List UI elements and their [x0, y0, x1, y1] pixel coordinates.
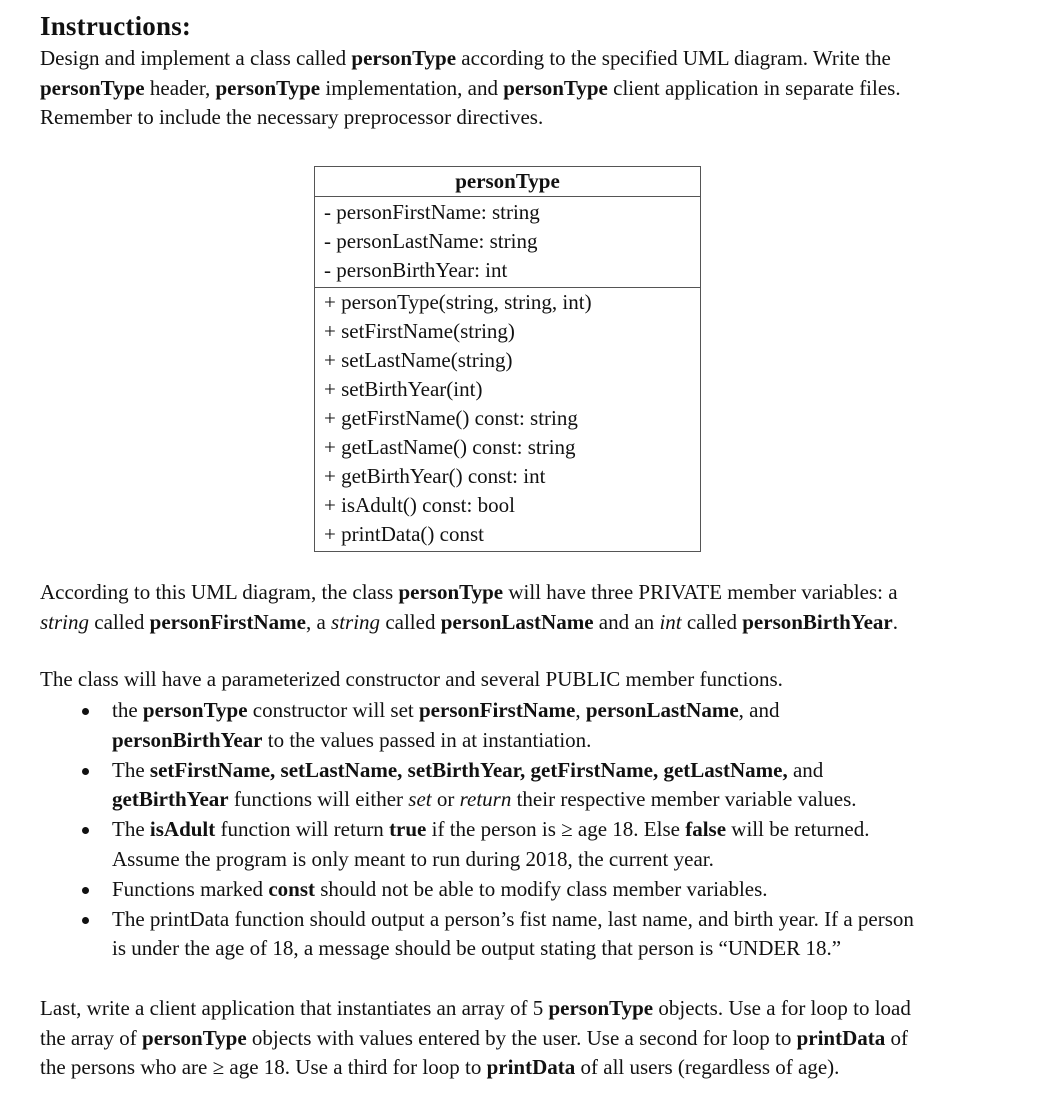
text-line: the persons who are ≥ age 18. Use a third for loop to printData of all users (regardless of age). [40, 1055, 840, 1079]
uml-operation: + getFirstName() const: string [324, 406, 578, 430]
bullet-icon [82, 827, 89, 834]
text-line: Design and implement a class called personType according to the specified UML diagram. Write the [40, 46, 891, 70]
uml-operation: + setFirstName(string) [324, 319, 515, 343]
requirements-list [40, 696, 914, 964]
text-line: The setFirstName, setLastName, setBirthYear, getFirstName, getLastName, and [112, 757, 824, 782]
text-line: The printData function should output a person’s fist name, last name, and birth year. If a person [112, 906, 914, 931]
member-variables-paragraph [40, 578, 898, 637]
intro-paragraph [40, 44, 901, 133]
uml-operation: + personType(string, string, int) [324, 290, 592, 314]
uml-class-name: personType [315, 167, 700, 197]
uml-attribute: - personFirstName: string [324, 200, 540, 224]
list-item-text [112, 696, 914, 756]
text-line: getBirthYear functions will either set or return their respective member variable values. [112, 787, 857, 812]
list-item [40, 756, 914, 816]
text-line: personBirthYear to the values passed in at instantiation. [112, 727, 592, 752]
text-line: the array of personType objects with values entered by the user. Use a second for loop to printData of [40, 1025, 909, 1050]
instructions-heading: Instructions: [40, 11, 192, 41]
uml-operation: + printData() const [324, 522, 484, 546]
list-item-text [112, 756, 914, 816]
text-line: is under the age of 18, a message should be output stating that person is “UNDER 18.” [112, 936, 842, 961]
member-functions-paragraph [40, 665, 783, 695]
client-application-paragraph [40, 994, 911, 1083]
list-item-text [112, 905, 914, 965]
bullet-icon [82, 917, 89, 924]
text-line: personType header, personType implementation, and personType client application in separate files. [40, 75, 901, 100]
text-line: Remember to include the necessary preprocessor directives. [40, 105, 544, 129]
uml-class-diagram [314, 166, 701, 552]
list-item [40, 696, 914, 756]
list-item-text [112, 815, 914, 875]
uml-operation: + setLastName(string) [324, 348, 513, 372]
uml-operation: + getLastName() const: string [324, 435, 576, 459]
uml-operation: + setBirthYear(int) [324, 377, 483, 401]
bullet-icon [82, 887, 89, 894]
list-item-text [112, 875, 914, 905]
text-line: Assume the program is only meant to run during 2018, the current year. [112, 846, 714, 871]
list-item [40, 875, 914, 905]
uml-operations [315, 288, 700, 551]
uml-attributes [315, 197, 700, 288]
list-item [40, 905, 914, 965]
text-line: the personType constructor will set personFirstName, personLastName, and [112, 698, 780, 722]
text-line: string called personFirstName, a string called personLastName and an int called personBirthYear. [40, 609, 898, 634]
text-line: According to this UML diagram, the class personType will have three PRIVATE member variables: a [40, 580, 898, 604]
uml-operation: + isAdult() const: bool [324, 493, 515, 517]
text-line: Functions marked const should not be able to modify class member variables. [112, 876, 768, 901]
bullet-icon [82, 768, 89, 775]
uml-operation: + getBirthYear() const: int [324, 464, 546, 488]
text-line: Last, write a client application that instantiates an array of 5 personType objects. Use a for loop to load [40, 996, 911, 1020]
text-line: The isAdult function will return true if the person is ≥ age 18. Else false will be returned. [112, 817, 870, 842]
uml-attribute: - personBirthYear: int [324, 258, 508, 282]
list-item [40, 815, 914, 875]
text-line: The class will have a parameterized constructor and several PUBLIC member functions. [40, 667, 783, 691]
uml-attribute: - personLastName: string [324, 229, 538, 253]
bullet-icon [82, 708, 89, 715]
